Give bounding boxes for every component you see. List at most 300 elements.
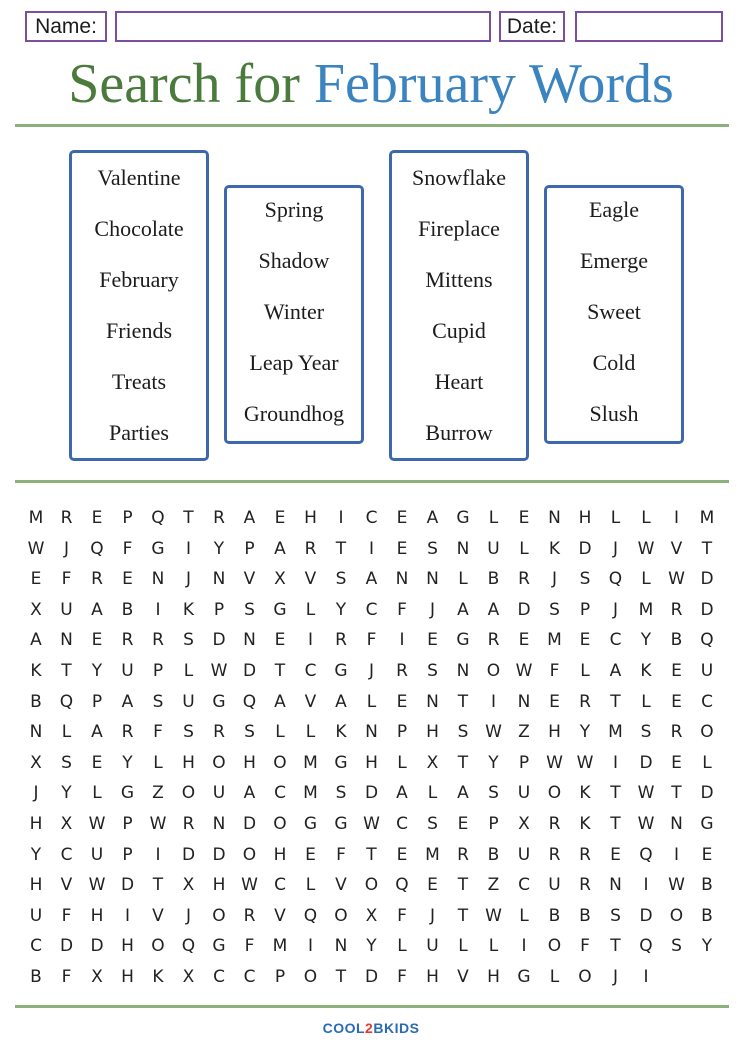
grid-letter: L	[61, 722, 72, 743]
grid-letter: T	[610, 691, 621, 712]
grid-letter: R	[670, 722, 683, 743]
grid-letter: N	[609, 875, 622, 896]
grid-letter: P	[244, 538, 255, 559]
grid-letter: I	[643, 967, 649, 987]
grid-letter: Q	[181, 936, 196, 957]
grid-letter: A	[243, 783, 256, 804]
grid-letter: H	[90, 905, 104, 926]
grid-letter: H	[212, 875, 226, 896]
logo-text-a: COOL	[322, 1020, 366, 1036]
grid-letter: S	[640, 722, 652, 743]
name-label: Name:	[25, 11, 107, 42]
grid-letter: S	[427, 661, 438, 681]
grid-letter: S	[579, 569, 591, 590]
grid-letter: B	[701, 905, 713, 926]
grid-letter: A	[243, 508, 256, 528]
grid-letter: S	[152, 691, 164, 712]
grid-letter: E	[305, 844, 316, 865]
grid-letter: D	[639, 752, 653, 773]
grid-letter: F	[153, 722, 163, 743]
grid-letter: T	[671, 783, 682, 804]
grid-letter: D	[120, 875, 135, 896]
grid-letter: C	[274, 875, 286, 896]
grid-letter: T	[366, 844, 377, 865]
grid-letter: T	[152, 875, 164, 896]
grid-letter: N	[426, 691, 439, 712]
grid-letter: Q	[395, 875, 409, 896]
grid-letter: R	[548, 844, 561, 865]
grid-letter: N	[60, 630, 73, 651]
grid-letter: P	[122, 844, 133, 865]
grid-letter: T	[457, 905, 469, 926]
grid-letter: G	[303, 814, 318, 834]
word-item: Chocolate	[94, 216, 184, 241]
grid-letter: L	[397, 752, 407, 773]
grid-letter: V	[274, 905, 286, 926]
grid-letter: I	[673, 844, 679, 865]
grid-letter: R	[548, 814, 561, 834]
grid-letter: E	[122, 569, 133, 590]
grid-letter: K	[640, 661, 652, 681]
grid-letter: S	[671, 936, 682, 957]
grid-letter: N	[29, 722, 43, 743]
grid-letter: H	[304, 508, 317, 528]
grid-letter: Y	[30, 844, 42, 865]
grid-letter: T	[457, 752, 469, 773]
grid-letter: G	[334, 752, 348, 773]
grid-letter: R	[91, 569, 103, 590]
word-item: Fireplace	[418, 216, 500, 241]
grid-letter: P	[122, 508, 133, 528]
grid-letter: J	[33, 783, 39, 804]
grid-letter: Y	[213, 538, 225, 559]
grid-letter: Z	[487, 875, 500, 896]
grid-letter: E	[396, 691, 408, 712]
grid-letter: Z	[518, 722, 530, 743]
grid-letter: B	[670, 630, 683, 651]
grid-letter: Y	[335, 599, 347, 620]
grid-letter: W	[149, 814, 167, 834]
grid-letter: J	[429, 905, 435, 926]
grid-letter: L	[458, 569, 468, 590]
grid-letter: L	[366, 691, 377, 712]
grid-letter: E	[91, 752, 103, 773]
grid-letter: Q	[303, 905, 318, 926]
grid-letter: I	[185, 538, 191, 559]
grid-letter: B	[548, 905, 561, 926]
grid-letter: K	[182, 599, 195, 620]
grid-letter: X	[30, 752, 42, 773]
grid-letter: Q	[700, 630, 714, 651]
grid-letter: S	[244, 599, 255, 620]
grid-letter: W	[485, 905, 502, 926]
grid-letter: A	[457, 599, 469, 620]
grid-letter: K	[152, 967, 164, 987]
date-label: Date:	[499, 11, 565, 42]
grid-letter: S	[335, 569, 347, 590]
grid-letter: N	[334, 936, 348, 957]
grid-letter: D	[700, 783, 714, 804]
grid-letter: E	[427, 630, 438, 651]
grid-letter: W	[88, 814, 106, 834]
grid-letter: T	[335, 538, 347, 559]
grid-letter: B	[121, 599, 134, 620]
grid-letter: J	[551, 569, 557, 590]
word-item: Sweet	[587, 299, 641, 324]
word-item: Cupid	[432, 318, 486, 343]
grid-letter: Q	[639, 936, 653, 957]
word-item: Slush	[589, 401, 639, 426]
grid-letter: Y	[488, 752, 499, 773]
grid-letter: K	[579, 783, 591, 804]
grid-letter: U	[426, 936, 439, 957]
grid-letter: E	[457, 814, 469, 834]
grid-letter: L	[397, 936, 407, 957]
grid-letter: G	[273, 599, 287, 620]
grid-letter: R	[487, 630, 500, 651]
grid-letter: E	[671, 661, 682, 681]
grid-letter: I	[307, 630, 313, 651]
word-item: Mittens	[425, 267, 493, 292]
grid-letter: G	[120, 783, 135, 804]
grid-letter: C	[30, 936, 42, 957]
grid-letter: P	[274, 967, 286, 987]
grid-letter: G	[517, 967, 531, 987]
grid-letter: W	[241, 875, 258, 896]
grid-letter: O	[578, 967, 592, 987]
grid-letter: E	[518, 630, 530, 651]
grid-letter: W	[576, 752, 594, 773]
word-list-column-4	[544, 185, 684, 444]
grid-letter: O	[547, 783, 562, 804]
word-item: Winter	[263, 299, 325, 324]
grid-letter: R	[579, 844, 591, 865]
word-item: Parties	[109, 420, 169, 445]
grid-letter: D	[639, 905, 653, 926]
grid-letter: H	[426, 722, 439, 743]
grid-letter: U	[121, 661, 134, 681]
grid-letter: L	[580, 661, 590, 681]
grid-letter: D	[364, 967, 379, 987]
grid-letter: M	[303, 783, 318, 804]
grid-letter: W	[637, 538, 655, 559]
grid-letter: G	[456, 630, 470, 651]
grid-letter: R	[60, 508, 73, 528]
grid-letter: S	[610, 905, 621, 926]
grid-letter: A	[396, 783, 408, 804]
grid-letter: V	[304, 691, 317, 712]
grid-letter: X	[182, 875, 195, 896]
grid-letter: F	[366, 630, 377, 651]
grid-letter: W	[668, 875, 685, 896]
grid-letter: X	[91, 967, 103, 987]
grid-letter: F	[336, 844, 346, 865]
grid-letter: O	[273, 752, 287, 773]
word-item: Emerge	[579, 248, 648, 273]
grid-letter: E	[396, 844, 408, 865]
grid-letter: P	[122, 814, 133, 834]
grid-letter: X	[518, 814, 530, 834]
grid-letter: E	[701, 844, 713, 865]
grid-letter: U	[548, 875, 561, 896]
grid-letter: Q	[151, 508, 165, 528]
grid-letter: X	[182, 967, 195, 987]
grid-letter: H	[29, 875, 43, 896]
grid-letter: L	[153, 752, 163, 773]
grid-letter: B	[579, 905, 591, 926]
grid-letter: A	[457, 783, 469, 804]
grid-letter: M	[28, 508, 44, 528]
grid-letter: L	[427, 783, 438, 804]
grid-letter: H	[182, 752, 195, 773]
grid-letter: D	[212, 844, 226, 865]
grid-letter: V	[335, 875, 347, 896]
name-field[interactable]	[115, 11, 491, 42]
grid-letter: Y	[579, 722, 591, 743]
grid-letter: X	[60, 814, 73, 834]
grid-letter: L	[275, 722, 285, 743]
grid-letter: C	[274, 783, 286, 804]
grid-letter: S	[457, 722, 469, 743]
grid-letter: I	[155, 599, 161, 620]
grid-letter: C	[701, 691, 713, 712]
grid-letter: R	[670, 599, 683, 620]
grid-letter: A	[609, 661, 622, 681]
word-item: February	[99, 267, 179, 292]
grid-letter: S	[183, 630, 194, 651]
grid-letter: F	[122, 538, 133, 559]
grid-letter: L	[702, 752, 712, 773]
grid-letter: W	[515, 661, 533, 681]
grid-letter: R	[152, 630, 164, 651]
grid-letter: Q	[639, 844, 653, 865]
grid-letter: O	[364, 875, 379, 896]
grid-letter: C	[365, 508, 378, 528]
word-item: Burrow	[425, 420, 493, 445]
grid-letter: S	[335, 783, 347, 804]
grid-letter: D	[59, 936, 74, 957]
grid-letter: J	[429, 599, 435, 620]
grid-letter: N	[243, 630, 256, 651]
grid-letter: N	[151, 569, 165, 590]
grid-letter: R	[518, 569, 530, 590]
grid-letter: N	[365, 722, 378, 743]
grid-letter: W	[363, 814, 380, 834]
grid-letter: E	[427, 875, 438, 896]
grid-letter: Y	[640, 630, 652, 651]
grid-letter: S	[488, 783, 499, 804]
grid-letter: H	[243, 752, 256, 773]
grid-letter: M	[272, 936, 288, 957]
grid-letter: T	[457, 691, 469, 712]
grid-letter: L	[519, 905, 529, 926]
grid-letter: P	[91, 691, 103, 712]
grid-letter: P	[518, 752, 530, 773]
grid-letter: O	[242, 844, 257, 865]
grid-letter: V	[670, 538, 683, 559]
grid-letter: M	[425, 844, 440, 865]
grid-letter: U	[29, 905, 43, 926]
grid-letter: O	[273, 814, 287, 834]
grid-letter: A	[274, 691, 286, 712]
grid-letter: Y	[366, 936, 377, 957]
grid-letter: C	[609, 630, 622, 651]
grid-letter: D	[700, 599, 714, 620]
grid-letter: M	[547, 630, 562, 651]
grid-letter: Y	[701, 936, 713, 957]
grid-letter: N	[426, 569, 439, 590]
grid-letter: F	[61, 905, 72, 926]
grid-letter: O	[303, 967, 318, 987]
grid-letter: M	[638, 599, 654, 620]
grid-letter: L	[610, 508, 621, 528]
grid-letter: N	[456, 661, 470, 681]
grid-letter: E	[610, 844, 621, 865]
grid-letter: B	[30, 967, 42, 987]
grid-letter: C	[365, 599, 378, 620]
grid-letter: T	[457, 875, 469, 896]
logo-text-c: BKIDS	[373, 1020, 420, 1036]
word-item: Shadow	[258, 248, 330, 273]
grid-letter: E	[91, 630, 103, 651]
grid-letter: L	[305, 722, 316, 743]
grid-letter: J	[185, 905, 191, 926]
grid-letter: W	[27, 538, 45, 559]
grid-letter: U	[700, 661, 714, 681]
grid-letter: E	[396, 538, 408, 559]
grid-letter: N	[548, 508, 561, 528]
grid-letter: X	[274, 569, 286, 590]
grid-letter: B	[30, 691, 42, 712]
grid-letter: T	[183, 508, 194, 528]
grid-letter: H	[29, 814, 43, 834]
grid-letter: L	[641, 569, 651, 590]
grid-letter: J	[368, 661, 374, 681]
grid-letter: O	[547, 936, 562, 957]
grid-letter: H	[426, 967, 439, 987]
grid-letter: V	[60, 875, 73, 896]
grid-letter: F	[61, 967, 72, 987]
grid-letter: H	[121, 936, 134, 957]
grid-letter: J	[612, 599, 618, 620]
grid-letter: D	[578, 538, 592, 559]
grid-letter: Y	[91, 661, 103, 681]
grid-letter: T	[701, 538, 713, 559]
grid-letter: A	[274, 538, 286, 559]
grid-letter: T	[610, 814, 621, 834]
grid-letter: P	[396, 722, 408, 743]
grid-letter: S	[427, 814, 438, 834]
grid-letter: U	[90, 844, 104, 865]
word-item: Treats	[111, 369, 167, 394]
grid-letter: N	[670, 814, 683, 834]
grid-letter: G	[212, 936, 226, 957]
grid-letter: B	[487, 569, 500, 590]
date-field[interactable]	[575, 11, 723, 42]
grid-letter: D	[212, 630, 226, 651]
grid-letter: P	[213, 599, 225, 620]
grid-letter: K	[30, 661, 42, 681]
grid-letter: R	[396, 661, 408, 681]
site-logo	[0, 1020, 742, 1036]
word-item: Valentine	[97, 165, 181, 190]
grid-letter: A	[335, 691, 347, 712]
grid-letter: I	[124, 905, 130, 926]
grid-letter: Q	[608, 569, 623, 590]
grid-letter: A	[426, 508, 439, 528]
grid-letter: Q	[59, 691, 74, 712]
grid-letter: R	[182, 814, 195, 834]
grid-letter: R	[335, 630, 347, 651]
grid-letter: F	[580, 936, 590, 957]
grid-letter: C	[60, 844, 73, 865]
word-list-column-2	[224, 185, 364, 444]
title-part-2: February Words	[313, 53, 674, 115]
grid-letter: A	[30, 630, 42, 651]
word-item: Leap Year	[249, 350, 339, 375]
grid-letter: G	[334, 814, 348, 834]
grid-letter: W	[668, 569, 685, 590]
word-item: Heart	[434, 369, 484, 394]
grid-letter: E	[671, 691, 682, 712]
word-item: Eagle	[588, 197, 640, 222]
grid-letter: C	[213, 967, 225, 987]
grid-letter: W	[485, 722, 502, 743]
grid-letter: D	[242, 661, 257, 681]
grid-letter: M	[699, 508, 715, 528]
grid-letter: H	[487, 967, 500, 987]
grid-letter: T	[274, 661, 286, 681]
grid-letter: E	[518, 508, 530, 528]
grid-letter: T	[610, 783, 621, 804]
grid-letter: K	[335, 722, 347, 743]
grid-letter: Q	[242, 691, 257, 712]
grid-letter: O	[486, 661, 501, 681]
grid-letter: B	[701, 875, 713, 896]
grid-letter: A	[365, 569, 378, 590]
grid-letter: U	[517, 783, 531, 804]
grid-letter: K	[579, 814, 591, 834]
grid-letter: A	[121, 691, 134, 712]
grid-letter: O	[212, 905, 226, 926]
grid-letter: R	[457, 844, 469, 865]
grid-letter: O	[334, 905, 348, 926]
grid-letter: H	[273, 844, 287, 865]
grid-letter: O	[669, 905, 684, 926]
grid-letter: P	[152, 661, 164, 681]
page-title	[0, 52, 742, 116]
grid-letter: R	[579, 691, 591, 712]
grid-letter: L	[641, 508, 651, 528]
grid-letter: H	[578, 508, 592, 528]
grid-letter: S	[427, 538, 438, 559]
grid-letter: G	[334, 661, 348, 681]
grid-letter: E	[579, 630, 591, 651]
grid-letter: U	[487, 538, 500, 559]
word-item: Groundhog	[243, 401, 345, 426]
grid-letter: G	[700, 814, 714, 834]
grid-letter: W	[637, 783, 655, 804]
title-part-1: Search for	[68, 53, 300, 115]
grid-letter: E	[30, 569, 42, 590]
grid-letter: E	[274, 630, 286, 651]
word-item: Cold	[592, 350, 636, 375]
grid-letter: R	[579, 875, 591, 896]
grid-letter: W	[546, 752, 563, 773]
grid-letter: V	[243, 569, 256, 590]
grid-letter: D	[242, 814, 257, 834]
grid-letter: L	[458, 936, 468, 957]
